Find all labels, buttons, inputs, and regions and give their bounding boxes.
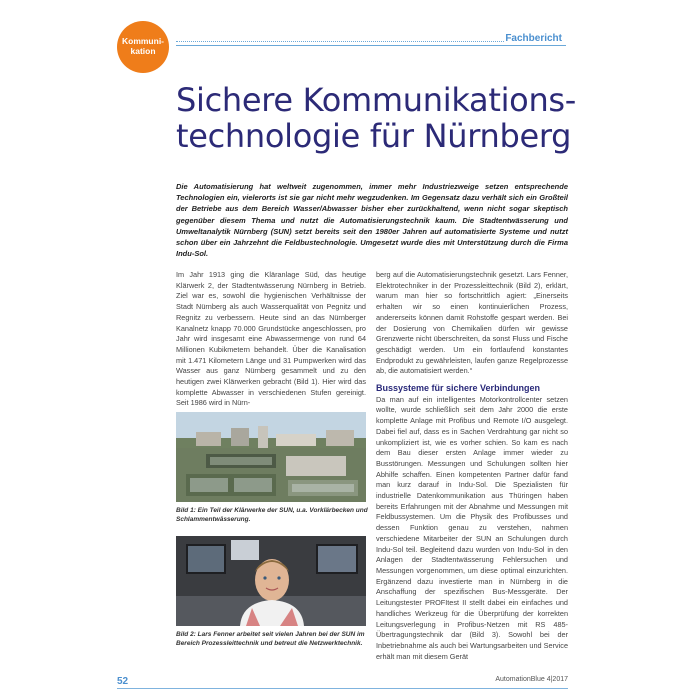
subheading: Bussysteme für sichere Verbindungen (376, 383, 541, 394)
issue-label: AutomationBlue 4|2017 (495, 676, 568, 683)
body-paragraph: Im Jahr 1913 ging die Kläranlage Süd, das heutige Klärwerk 2, der Stadtentwässerung Nürnberg in Betrieb. Ziel war es, sowohl die hygienischen Verhältnisse der Stadt Nürnberg als auch Wasserqualität von Pegnitz und Regnitz zu verbessern. Heute sind an das Nürnberger Kanalnetz knapp 70.000 Grundstücke angeschlossen, pro Jahr wird insgesamt eine Abwassermenge von rund 64 Millionen Kubikmetern behandelt. Über die Kanalisation mit 1.471 Kilometern Länge und 31 Pumpwerken wird das Wasser aus ganz Nürnberg gesammelt und zu den heutigen zwei Klärwerken gebracht (Bild 1). Hier wird das komplette Abwasser in verschiedenen Stufen gereinigt. Seit 1986 wird in Nürn- (176, 270, 366, 408)
title-line-2: technologie für Nürnberg (176, 117, 572, 155)
body-paragraph-3: Da man auf ein intelligentes Motorkontrollcenter setzen wollte, wurde schließlich seit dem Jahr 2000 die erste komplette Anlage mit Profibus und Remote I/O ausgelegt. Dabei fiel auf, dass es in Sachen Verdrahtung gar nicht so unkompliziert ist, wie es vorher schien. So kam es nach dem Bau dieser ersten Anlage immer wieder zu Busstörungen. Messungen und Schulungen sollten hier Abhilfe schaffen. Einen kompetenten Partner dafür fand man kurz darauf in Indu-Sol. Die Spezialisten für industrielle Datenkommunikation aus Thüringen haben bereits Erfahrungen mit der Abnahme und Messungen mit Feldbussystemen. Um die Physik des Profibusses und dessen Funktion genau zu verstehen, nahmen verschiedene Mitarbeiter der SUN an Schulungen durch Indu-Sol teil. Begleitend dazu wurden von Indu-Sol in den Anlagen der Stadtentwässerung Fehlersuchen und Messungen vorgenommen, um diese optimal einzurichten. Ergänzend dazu investierte man in Nürnberg in die Anschaffung der spezifischen Bus-Messgeräte. Der Leitungstester PROFItest II stellt dabei ein einfaches und handliches Werkzeug für die Überprüfung der korrekten Leitungsverlegung in Profibus-Netzen mit RS 485-Übertragungstechnik dar (Bild 3). Sowohl bei der Inbetriebnahme als auch bei Wartungsarbeiten und Service erhält man mit diesem Gerät (376, 394, 568, 661)
section-header (176, 33, 566, 45)
article-title (176, 82, 576, 154)
section-underline (176, 45, 566, 46)
column-left (176, 270, 366, 409)
section-rule (176, 41, 504, 42)
body-paragraph-2: berg auf die Automatisierungstechnik gesetzt. Lars Fenner, Elektrotechniker in der Prozessleittechnik (Bild 2), erklärt, warum man hier so fortschrittlich agiert: „Einerseits erhalten wir so einen kontinuierlichen Prozess, andererseits können damit Rohstoffe gespart werden. Bei der Dosierung von Chemikalien dürfen wir gewisse Grenzwerte nicht überschreiten, da sonst Fluss und Fische geschädigt werden. Um ein fortlaufend konstantes Endprodukt zu gewährleisten, laufen ganze Regelprozesse ab, die automatisiert werden.“ (376, 270, 568, 376)
section-label: Fachbericht (505, 33, 562, 44)
treatment-plant-illustration (176, 412, 366, 502)
title-line-1: Sichere Kommunikations- (176, 81, 577, 119)
caption-image-1: Bild 1: Ein Teil der Klärwerke der SUN, u.a. Vorklärbecken und Schlammentwässerung. (176, 507, 368, 523)
photo-treatment-plant (176, 412, 366, 502)
portrait-illustration (176, 536, 366, 626)
page-number: 52 (117, 676, 129, 687)
category-badge-label: Kommuni-kation (121, 36, 165, 56)
footer-rule (117, 688, 568, 689)
category-badge (117, 21, 169, 73)
caption-image-2: Bild 2: Lars Fenner arbeitet seit vielen Jahren bei der SUN im Bereich Prozessleittechnik und betreut die Netzwerktechnik. (176, 631, 365, 647)
photo-lars-fenner (176, 536, 366, 626)
lead-paragraph: Die Automatisierung hat weltweit zugenommen, immer mehr Industriezweige setzen entsprechende Technologien ein, vielerorts ist sie gar nicht mehr wegzudenken. Im Gegensatz dazu verhält sich ein Großteil der Betriebe aus dem Bereich Wasser/Abwasser bisher eher zurückhaltend, wenn nicht sogar skeptisch gegenüber diesem Thema und nutzt die Automatisierungstechnik kaum. Die Stadtentwässerung und Umweltanalytik Nürnberg (SUN) setzt bereits seit den 1980er Jahren auf automatisierte Systeme und nutzt schon über ein Jahrzehnt die Feldbustechnologie. Umgesetzt wurde dies mit Unterstützung durch die Firma Indu-Sol. (176, 182, 568, 259)
column-right (376, 270, 568, 662)
